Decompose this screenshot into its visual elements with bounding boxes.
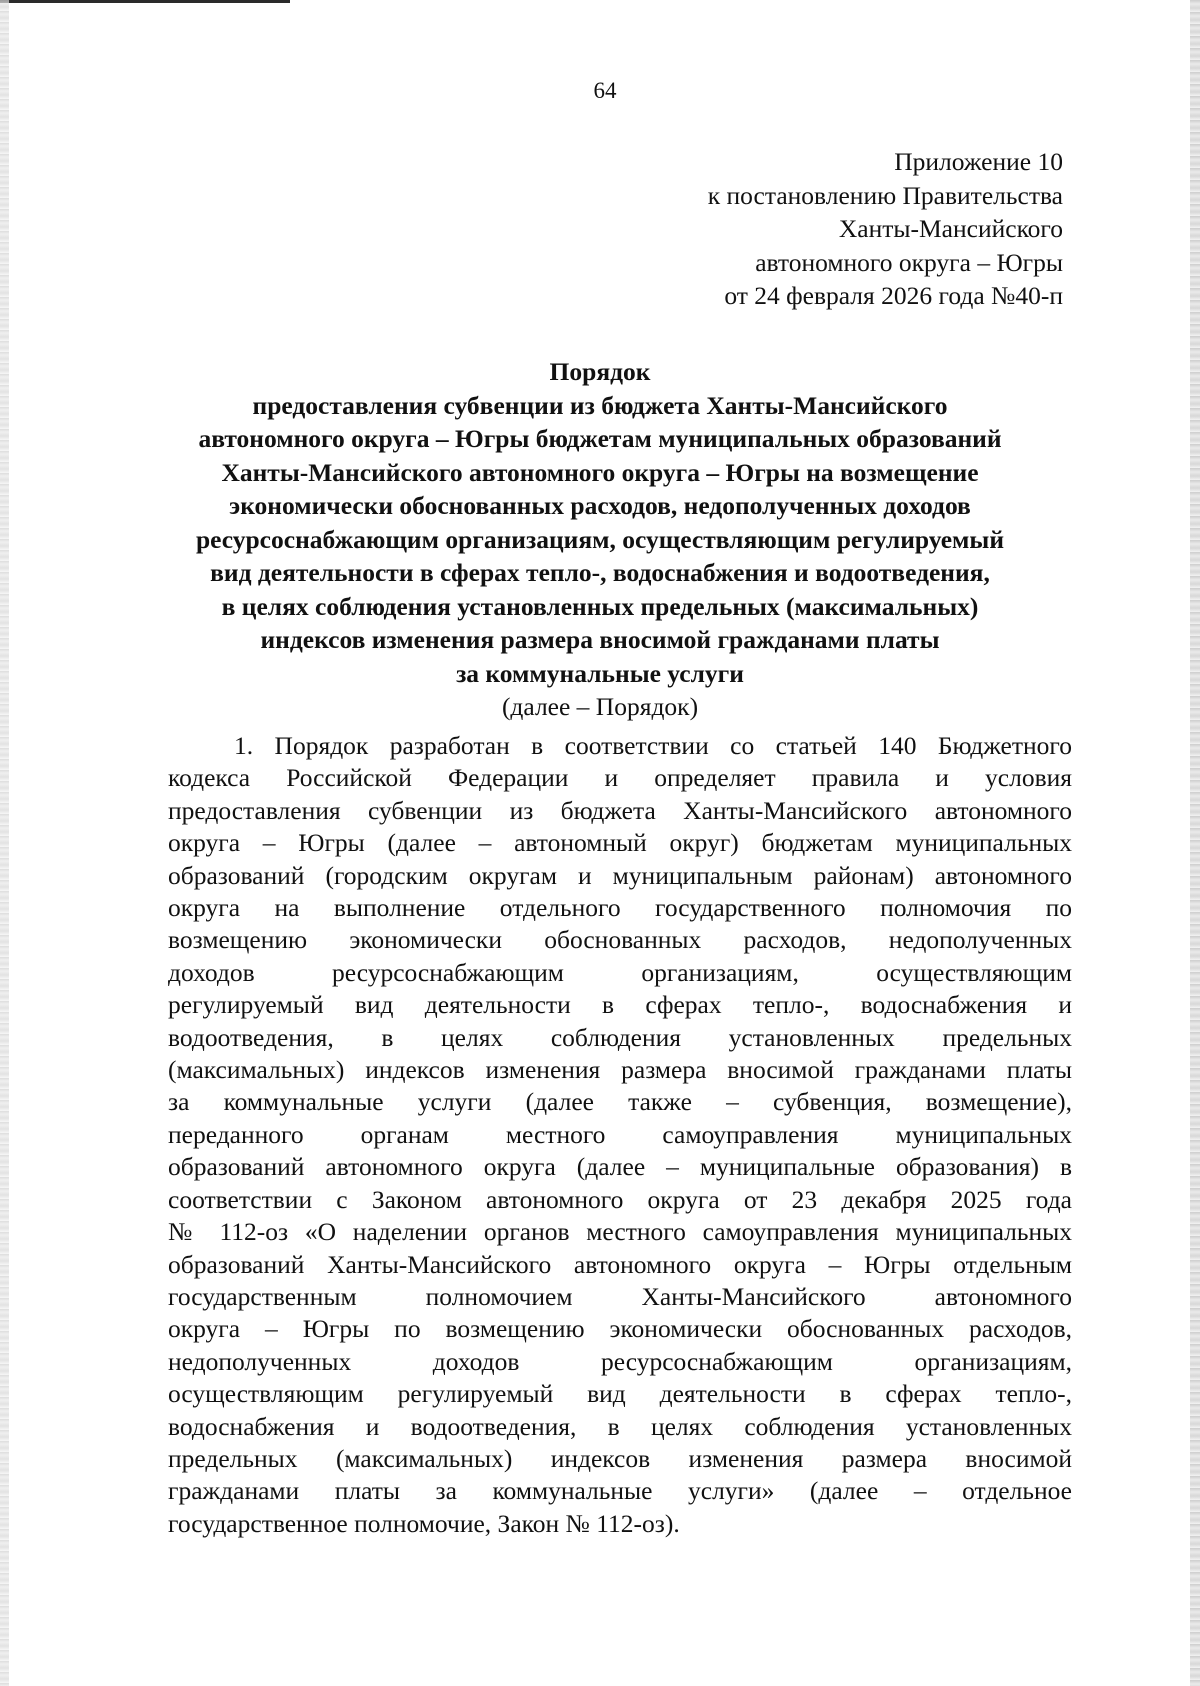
appendix-line: от 24 февраля 2026 года №40-п (724, 281, 1063, 310)
appendix-line: Ханты-Мансийского (838, 214, 1063, 243)
paragraph-line: образований Ханты-Мансийского автономного округа – Югры отдельным (168, 1249, 1072, 1279)
appendix-block (708, 145, 1063, 313)
paragraph-line: гражданами платы за коммунальные услуги» (далее – отдельное (168, 1476, 1072, 1506)
title-line: предоставления субвенции из бюджета Ханты-Мансийского (252, 390, 948, 420)
title-heading: Порядок (549, 357, 651, 386)
title-line: вид деятельности в сферах тепло-, водоснабжения и водоотведения, (210, 558, 990, 587)
title-line: автономного округа – Югры бюджетам муниципальных образований (198, 424, 1002, 453)
document-title (100, 355, 1100, 724)
appendix-line: Приложение 10 (894, 147, 1063, 176)
title-line: за коммунальные услуги (456, 658, 744, 688)
title-line: индексов изменения размера вносимой гражданами платы (260, 625, 940, 654)
paragraph-line: 1. Порядок разработан в соответствии со статьей 140 Бюджетного (234, 731, 1072, 760)
paragraph-line: переданного органам местного самоуправления муниципальных (168, 1119, 1072, 1149)
appendix-line: автономного округа – Югры (755, 247, 1063, 277)
paragraph-line: образований (городским округам и муниципальным районам) автономного (168, 860, 1072, 890)
page-number: 64 (593, 78, 617, 103)
paragraph-line: № 112-оз «О наделении органов местного самоуправления муниципальных (168, 1217, 1072, 1247)
scan-edge-left (0, 0, 9, 1686)
paragraph-line: округа на выполнение отдельного государственного полномочия по (168, 893, 1072, 923)
paragraph-line: образований автономного округа (далее – муниципальные образования) в (168, 1152, 1072, 1182)
paragraph-line: государственное полномочие, Закон № 112-оз). (168, 1508, 680, 1538)
appendix-line: к постановлению Правительства (707, 180, 1063, 210)
paragraph-line: предоставления субвенции из бюджета Ханты-Мансийского автономного (168, 795, 1072, 825)
paragraph-line: округа – Югры по возмещению экономически обоснованных расходов, (168, 1314, 1072, 1344)
paragraph-1 (168, 730, 1072, 1540)
paragraph-line: регулируемый вид деятельности в сферах тепло-, водоснабжения и (168, 990, 1072, 1020)
paragraph-line: кодекса Российской Федерации и определяет правила и условия (168, 763, 1072, 793)
title-line: в целях соблюдения установленных предельных (максимальных) (221, 591, 979, 621)
paragraph-line: округа – Югры (далее – автономный округ) бюджетам муниципальных (168, 828, 1072, 858)
paragraph-line: государственным полномочием Ханты-Мансийского автономного (168, 1281, 1072, 1311)
scan-edge-right (1190, 0, 1200, 1686)
paragraph-line: водоснабжения и водоотведения, в целях соблюдения установленных (168, 1411, 1072, 1441)
paragraph-line: (максимальных) индексов изменения размера вносимой гражданами платы (168, 1055, 1072, 1085)
paragraph-line: недополученных доходов ресурсоснабжающим организациям, (168, 1346, 1072, 1376)
paragraph-line: водоотведения, в целях соблюдения установленных предельных (168, 1022, 1072, 1052)
paragraph-line: предельных (максимальных) индексов изменения размера вносимой (168, 1443, 1072, 1473)
paragraph-line: осуществляющим регулируемый вид деятельности в сферах тепло-, (168, 1379, 1072, 1409)
paragraph-line: доходов ресурсоснабжающим организациям, осуществляющим (168, 957, 1072, 987)
title-line: Ханты-Мансийского автономного округа – Югры на возмещение (221, 457, 979, 487)
title-line: экономически обоснованных расходов, недополученных доходов (229, 491, 971, 520)
title-line: ресурсоснабжающим организациям, осуществляющим регулируемый (195, 524, 1005, 554)
paragraph-line: за коммунальные услуги (далее также – субвенция, возмещение), (168, 1087, 1072, 1117)
scan-edge-top (0, 0, 290, 3)
paragraph-line: возмещению экономически обоснованных расходов, недополученных (168, 925, 1072, 955)
paragraph-line: соответствии с Законом автономного округа от 23 декабря 2025 года (168, 1184, 1072, 1214)
title-subtitle: (далее – Порядок) (501, 692, 699, 721)
